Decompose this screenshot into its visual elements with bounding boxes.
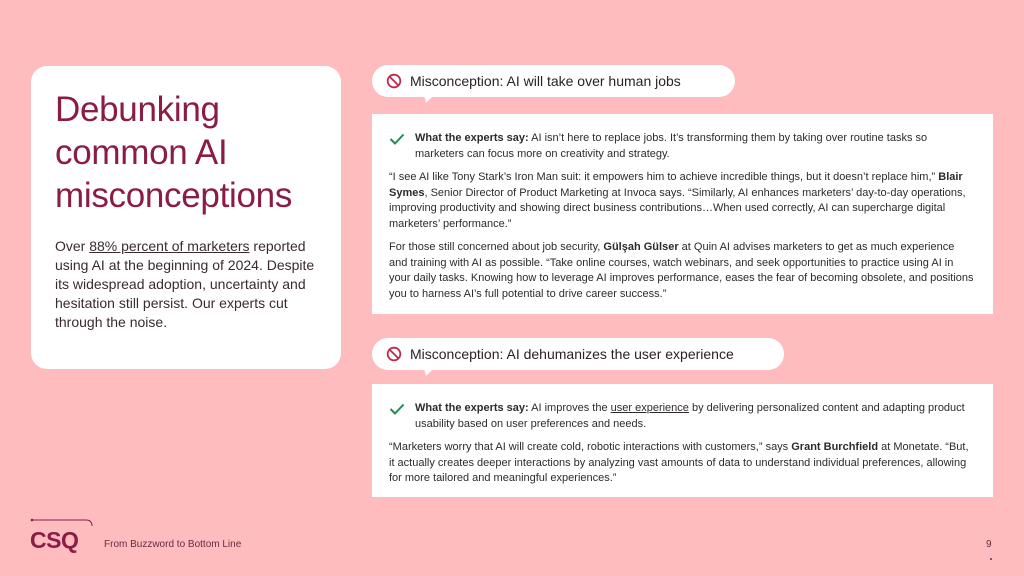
prohibited-icon [386,73,402,89]
speech-tail [424,95,434,103]
experts-say-2 [389,401,975,432]
expert-name: Gülşah Gülser [603,241,679,253]
marketers-stat-link[interactable]: 88% percent of marketers [89,238,250,254]
experts-label: What the experts say: [415,402,529,414]
quote-text: at Quin AI advises marketers to get as much experience and training with AI as possible. “Take online courses, watch webinars, and seek opportunities to practice using AI in your daily tasks. Knowing how to leverage AI improves performance, eases the fear of becoming obsolete, and positions you to harness AI’s full potential to drive career success.” [389,241,974,300]
quote-paragraph-3 [389,440,975,487]
page-title: Debunking common AI misconceptions [55,90,293,215]
check-icon [389,403,405,415]
expert-name: Grant Burchfield [791,441,879,453]
quote-text: “Marketers worry that AI will create cold, robotic interactions with customers,” says [389,441,792,453]
misconception-heading-2-text: Misconception: AI dehumanizes the user experience [410,346,734,362]
speech-tail [424,368,434,376]
experts-text: AI improves the [528,402,611,414]
experts-card-1 [372,114,993,314]
quote-paragraph-2 [389,240,975,302]
experts-say-1 [389,131,975,162]
misconception-heading-2 [372,338,784,370]
experts-text: AI isn’t here to replace jobs. It’s transforming them by taking over routine tasks so marketers can focus more on creativity and strategy. [415,132,928,160]
page-number: 9 [986,539,992,550]
footer-tagline: From Buzzword to Bottom Line [104,539,242,550]
intro-text [55,237,317,332]
quote-text: , Senior Director of Product Marketing at Invoca says. “Similarly, AI enhances marketers’ day-to-day operations, improving productivity and showing direct business contributions…When used correctly, AI can supercharge digital marketers’ performance.” [389,186,966,230]
logo-text: CSQ [30,527,79,553]
expert-name: Blair Symes [389,171,963,199]
misconception-heading-1 [372,65,735,97]
user-experience-link[interactable]: user experience [610,402,689,414]
check-icon [389,133,405,145]
intro-text-prefix: Over [55,238,90,254]
experts-label: What the experts say: [415,132,529,144]
prohibited-icon [386,346,402,362]
quote-text: For those still concerned about job security, [389,241,604,253]
quote-text: at Monetate. “But, it actually creates deeper interactions by analyzing vast amounts of data to understand individual preferences, allowing for more tailored and meaningful experiences.” [389,441,969,484]
experts-text: by delivering personalized content and adapting product usability based on user preferences and needs. [415,402,965,430]
intro-text-suffix: reported using AI at the beginning of 2024. Despite its widespread adoption, uncertainty and hesitation still persist. Our experts cut through the noise. [55,238,315,330]
quote-paragraph-1 [389,170,975,232]
csq-logo [30,517,94,553]
experts-card-2 [372,384,993,497]
quote-text: “I see AI like Tony Stark’s Iron Man suit: it empowers him to achieve incredible things, but it doesn’t replace him,” [389,171,939,183]
intro-card [31,66,341,369]
misconception-heading-1-text: Misconception: AI will take over human jobs [410,73,681,89]
page-dot [990,558,992,560]
